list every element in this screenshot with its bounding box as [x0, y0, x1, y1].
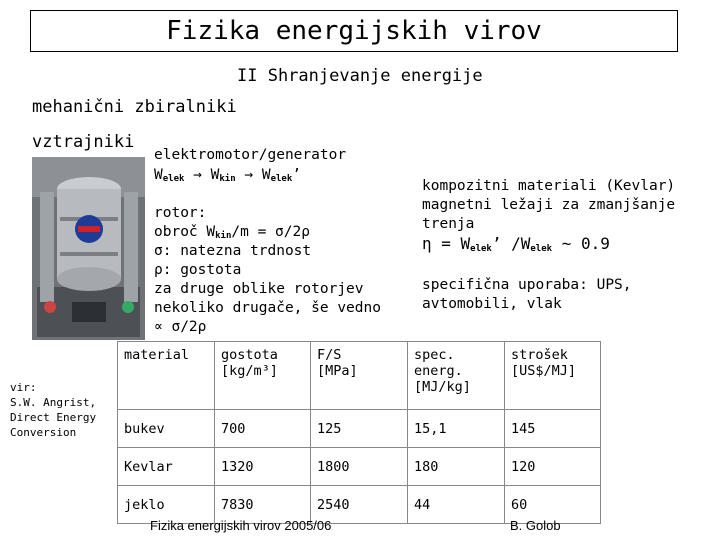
credit-line: S.W. Angrist, [10, 396, 97, 409]
section-heading: mehanični zbiralniki [32, 97, 237, 117]
table-cell: 1800 [311, 448, 408, 486]
table-cell: 125 [311, 410, 408, 448]
arrow-icon: → [244, 167, 254, 183]
title-box [30, 10, 678, 52]
table-cell: 7830 [215, 486, 311, 524]
other-shapes-line-3: ∝ σ/2ρ [154, 319, 207, 335]
energy-chain-line [154, 166, 301, 190]
credit-line: Direct Energy [10, 411, 97, 424]
sub-elek: elek [270, 174, 293, 184]
rotor-label: rotor: [154, 205, 207, 221]
table-row [118, 448, 601, 486]
credit-line: Conversion [10, 426, 77, 439]
w-symbol: W [154, 167, 163, 183]
efficiency-formula [422, 234, 610, 254]
other-shapes-line-1: za druge oblike rotorjev [154, 281, 364, 297]
prime-mark: ’ [292, 167, 301, 183]
footer-author: B. Golob [510, 518, 561, 533]
motor-generator-line: elektromotor/generator [154, 147, 347, 163]
header-material: material [118, 342, 215, 410]
table-cell: 1320 [215, 448, 311, 486]
usage-line-2: avtomobili, vlak [422, 296, 562, 312]
sub-elek: elek [470, 244, 492, 254]
subtitle: II Shranjevanje energije [237, 66, 483, 86]
table-cell: 700 [215, 410, 311, 448]
composite-materials-line: kompozitni materiali (Kevlar) [422, 178, 676, 194]
eta-prefix: η = W [422, 234, 471, 253]
source-credit [10, 380, 96, 440]
table-row [118, 410, 601, 448]
arrow-icon: → [193, 167, 202, 183]
w-symbol: W [206, 224, 216, 240]
table-cell: Kevlar [118, 448, 215, 486]
table-cell: 120 [505, 448, 601, 486]
flywheel-photo [32, 157, 145, 340]
formula-rest: /m = σ/2ρ [231, 224, 310, 240]
rho-definition: ρ: gostota [154, 262, 242, 278]
header-cost: strošek [US$/MJ] [505, 342, 601, 410]
sub-elek: elek [530, 244, 553, 254]
table-cell: jeklo [118, 486, 215, 524]
materials-table [117, 341, 601, 524]
eta-suffix: ~ 0.9 [552, 234, 610, 253]
magnetic-bearings-line: magnetni ležaji za zmanjšanje [422, 197, 676, 213]
header-specific-energy: spec. energ. [MJ/kg] [408, 342, 505, 410]
footer-course: Fizika energijskih virov 2005/06 [150, 518, 332, 533]
other-shapes-line-2: nekoliko drugače, še vedno [154, 300, 381, 316]
sigma-definition: σ: natezna trdnost [154, 243, 312, 259]
table-cell: 2540 [311, 486, 408, 524]
eta-mid: ’ /W [491, 234, 531, 253]
obroc-label: obroč [154, 224, 198, 240]
header-strength: F/S [MPa] [311, 342, 408, 410]
friction-line: trenja [422, 216, 475, 232]
w-symbol: W [261, 167, 271, 183]
table-header-row [118, 342, 601, 410]
sub-kin: kin [215, 231, 232, 241]
table-cell: bukev [118, 410, 215, 448]
table-cell: 180 [408, 448, 505, 486]
table-cell: 145 [505, 410, 601, 448]
table-cell: 15,1 [408, 410, 505, 448]
header-density: gostota [kg/m³] [215, 342, 311, 410]
table-cell: 60 [505, 486, 601, 524]
credit-line: vir: [10, 381, 37, 394]
sub-kin: kin [219, 174, 236, 184]
page-title: Fizika energijskih virov [166, 16, 542, 46]
table-cell: 44 [408, 486, 505, 524]
w-symbol: W [210, 167, 220, 183]
sub-elek: elek [162, 174, 185, 184]
subsection-heading: vztrajniki [32, 132, 135, 152]
usage-line-1: specifična uporaba: UPS, [422, 277, 632, 293]
